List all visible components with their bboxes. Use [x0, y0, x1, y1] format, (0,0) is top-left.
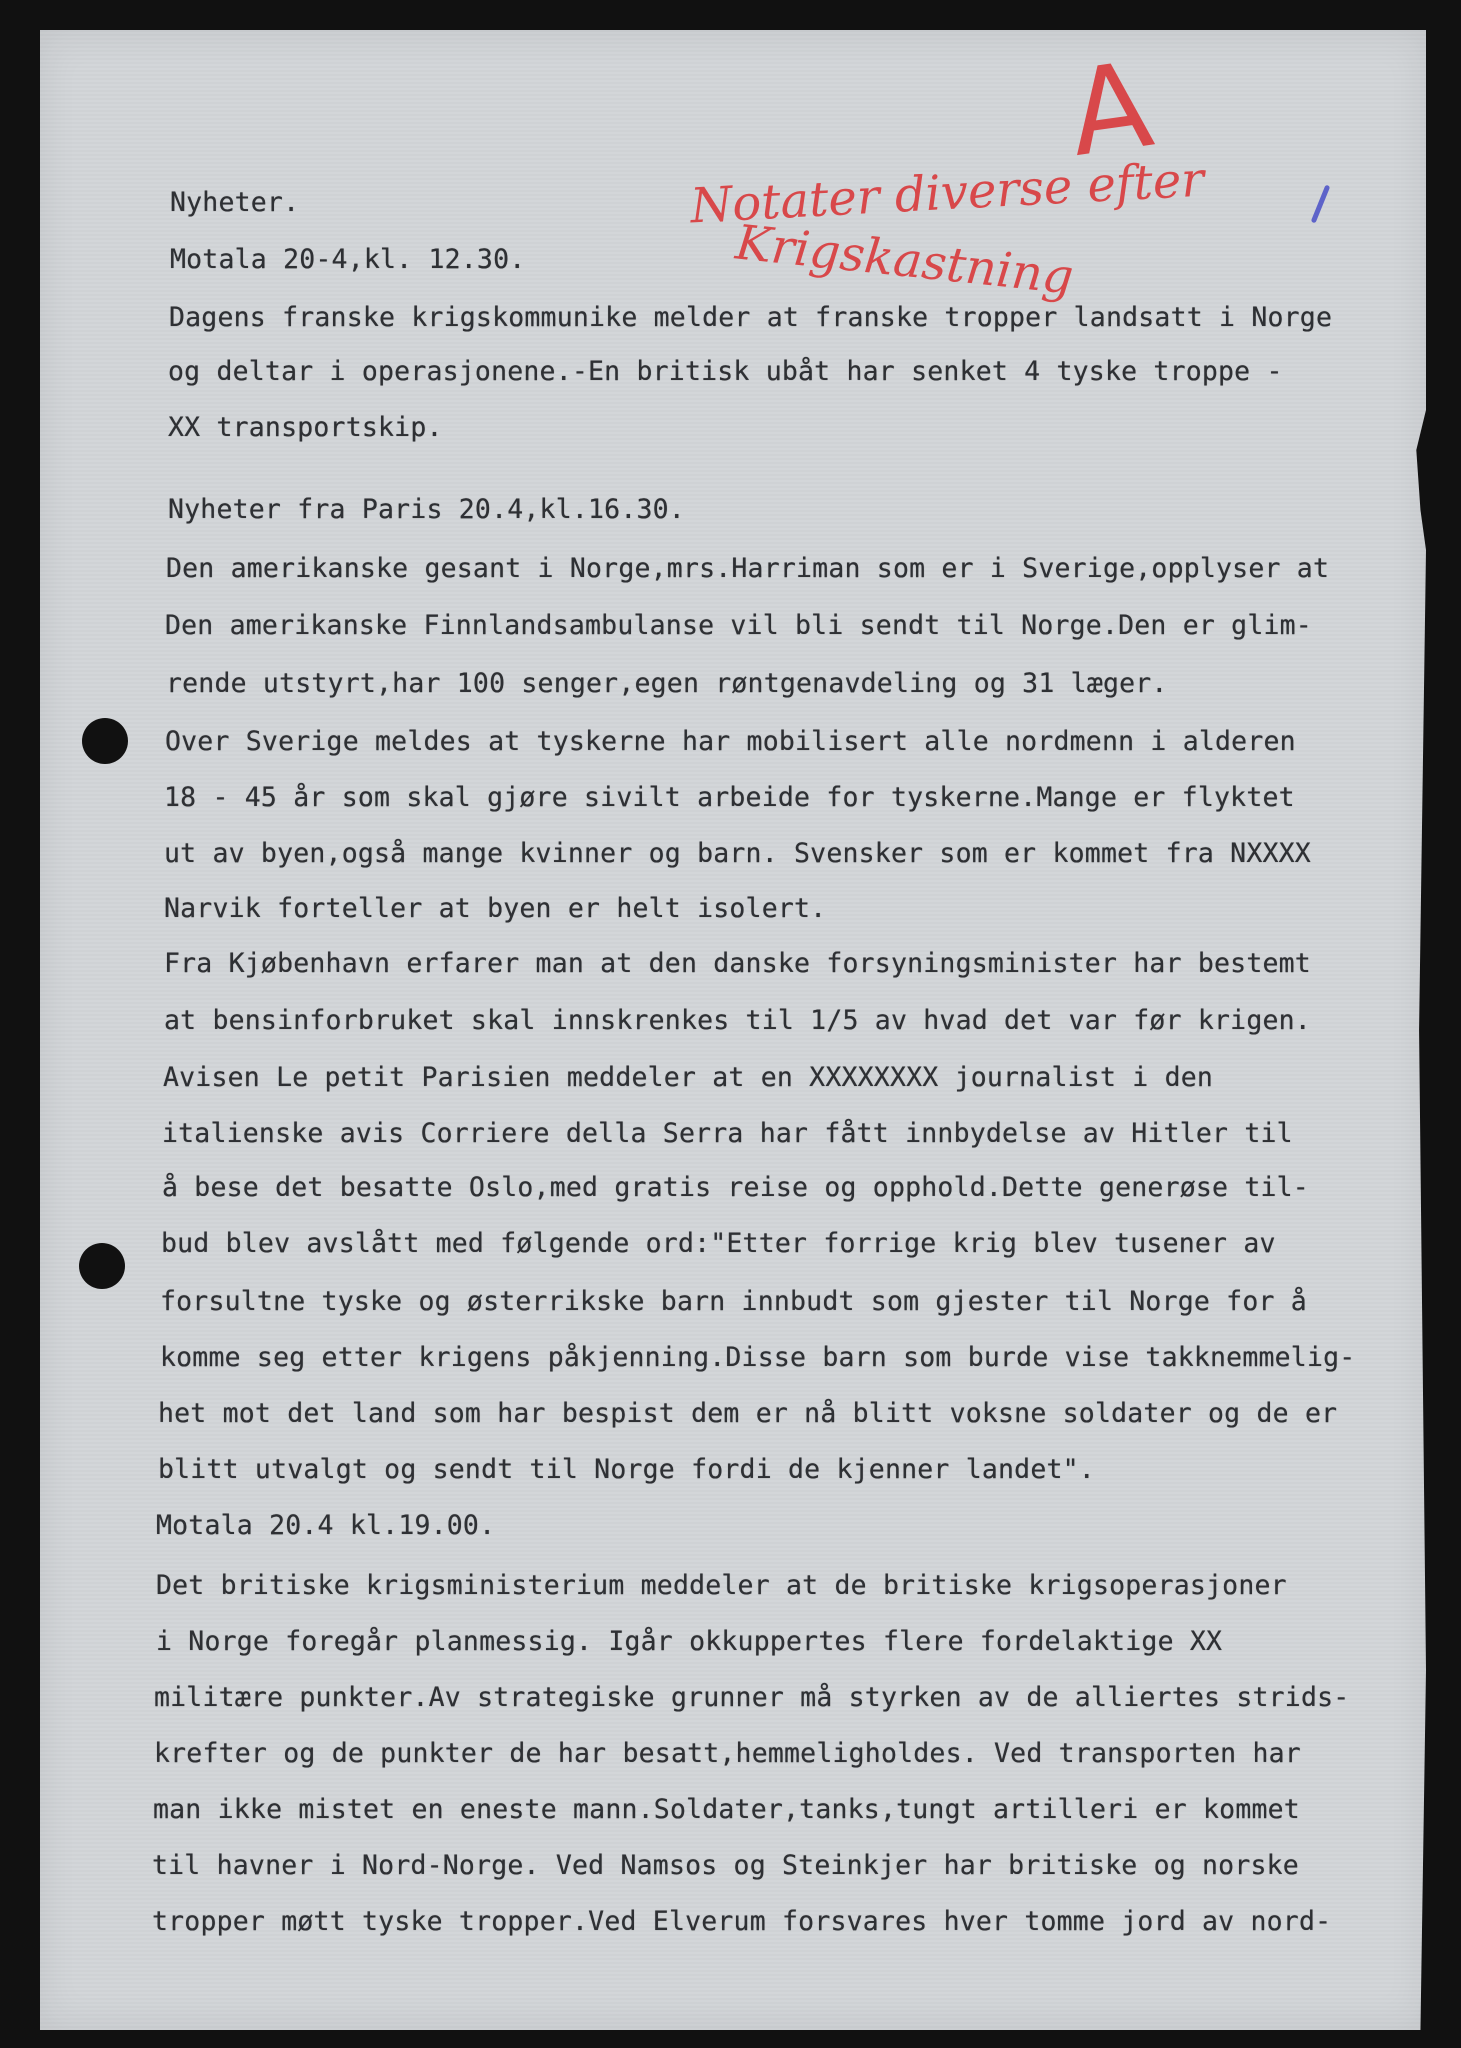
handwritten-note-line-1: Notater diverse efter [688, 151, 1206, 235]
handwritten-note-line-2: Krigskastning [733, 214, 1077, 306]
punch-hole-bottom [79, 1243, 125, 1289]
text-line: Over Sverige meldes at tyskerne har mobilisert alle nordmenn i alderen [165, 726, 1296, 757]
text-line: Narvik forteller at byen er helt isolert. [164, 893, 827, 924]
text-line: blitt utvalgt og sendt til Norge fordi de kjenner landet". [158, 1454, 1095, 1485]
text-line: Motala 20.4 kl.19.00. [156, 1510, 496, 1541]
text-line: at bensinforbruket skal innskrenkes til 1/5 av hvad det var før krigen. [164, 1005, 1311, 1036]
text-line: Fra Kjøbenhavn erfarer man at den danske forsyningsminister har bestemt [164, 948, 1311, 979]
text-line: man ikke mistet en eneste mann.Soldater,tanks,tungt artilleri er kommet [153, 1794, 1300, 1825]
text-line: 18 - 45 år som skal gjøre sivilt arbeide for tyskerne.Mange er flyktet [164, 782, 1295, 813]
text-line: Nyheter. [170, 187, 300, 218]
text-line: forsultne tyske og østerrikske barn innbudt som gjester til Norge for å [160, 1286, 1307, 1317]
text-line: tropper møtt tyske tropper.Ved Elverum forsvares hver tomme jord av nord- [152, 1906, 1332, 1937]
text-line: komme seg etter krigens påkjenning.Disse barn som burde vise takknemmelig- [160, 1342, 1356, 1373]
text-line: italienske avis Corriere della Serra har fått innbydelse av Hitler til [162, 1118, 1293, 1149]
text-line: Det britiske krigsministerium meddeler at de britiske krigsoperasjoner [156, 1570, 1287, 1601]
text-line: Den amerikanske gesant i Norge,mrs.Harriman som er i Sverige,opplyser at [166, 553, 1330, 584]
text-line: å bese det besatte Oslo,med gratis reise og opphold.Dette generøse til- [162, 1172, 1309, 1203]
text-line: bud blev avslått med følgende ord:"Etter forrige krig blev tusener av [161, 1228, 1276, 1259]
text-line: til havner i Nord-Norge. Ved Namsos og Steinkjer har britiske og norske [152, 1850, 1299, 1881]
text-line: Den amerikanske Finnlandsambulanse vil bli sendt til Norge.Den er glim- [165, 610, 1312, 641]
text-line: krefter og de punkter de har besatt,hemmeligholdes. Ved transporten har [154, 1738, 1301, 1769]
text-line: og deltar i operasjonene.-En britisk ubåt har senket 4 tyske troppe - [168, 356, 1283, 387]
text-line: het mot det land som har bespist dem er nå blitt voksne soldater og de er [158, 1398, 1338, 1429]
text-line: Motala 20-4,kl. 12.30. [170, 244, 526, 275]
typewritten-text-block [120, 180, 1410, 2020]
text-line: ut av byen,også mange kvinner og barn. Svensker som er kommet fra NXXXX [164, 838, 1311, 869]
text-line: Avisen Le petit Parisien meddeler at en XXXXXXXX journalist i den [163, 1062, 1214, 1093]
text-line: i Norge foregår planmessig. Igår okkuppertes flere fordelaktige XX [156, 1626, 1223, 1657]
text-line: rende utstyrt,har 100 senger,egen røntgenavdeling og 31 læger. [166, 668, 1168, 699]
handwritten-letter-annotation: A [1060, 35, 1160, 183]
text-line: Dagens franske krigskommunike melder at franske tropper landsatt i Norge [169, 302, 1333, 333]
text-line: XX transportskip. [168, 412, 443, 443]
text-line: Nyheter fra Paris 20.4,kl.16.30. [168, 494, 685, 525]
text-line: militære punkter.Av strategiske grunner må styrken av de alliertes strids- [154, 1682, 1350, 1713]
